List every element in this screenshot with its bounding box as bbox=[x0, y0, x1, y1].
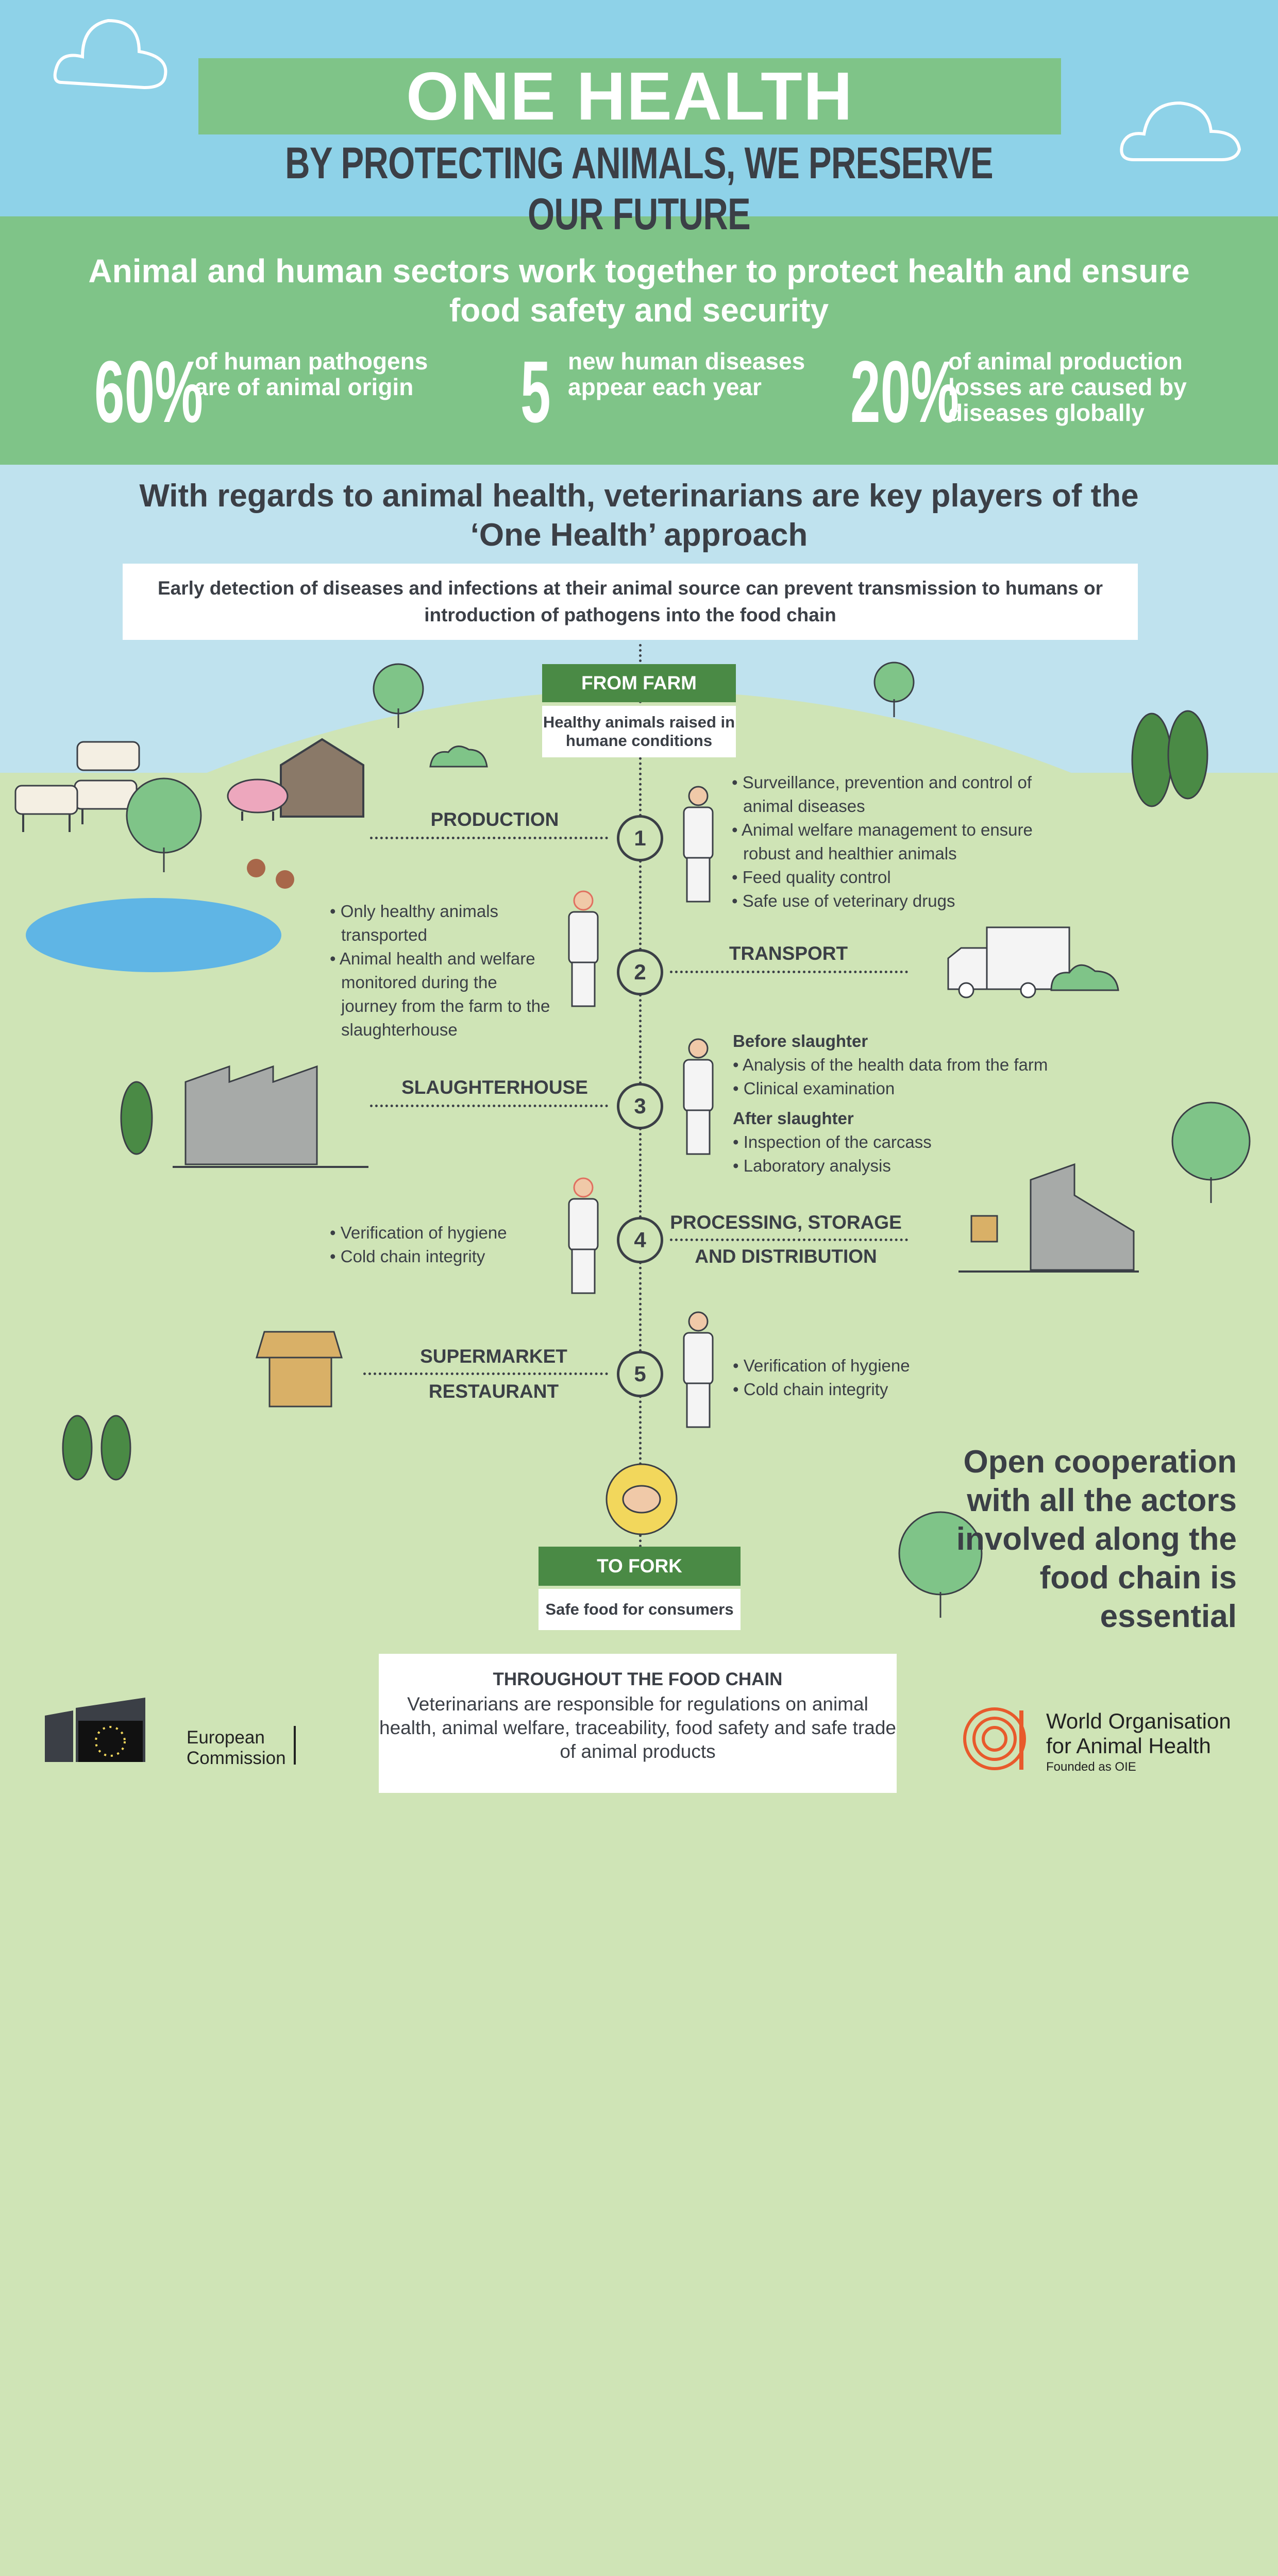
stat-text-diseases: new human diseases appear each year bbox=[568, 348, 805, 400]
step-1-label: PRODUCTION bbox=[430, 809, 559, 830]
veterinarian-icon bbox=[563, 890, 604, 1009]
pig-icon bbox=[224, 775, 296, 822]
step-connector bbox=[363, 1372, 608, 1375]
to-fork-label: TO FORK bbox=[539, 1547, 741, 1586]
oie-line-1: World Organisation bbox=[1046, 1709, 1231, 1733]
before-slaughter-title: Before slaughter bbox=[733, 1031, 868, 1050]
stat-text-losses: of animal production losses are caused by diseases globally bbox=[948, 348, 1187, 426]
step-connector bbox=[670, 971, 908, 973]
oie-founded-text: Founded as OIE bbox=[1046, 1760, 1136, 1774]
step-2-bullets bbox=[330, 900, 551, 1042]
step-5-label-line2: RESTAURANT bbox=[428, 1381, 559, 1402]
early-detection-text: Early detection of diseases and infections at their animal source can prevent transmission to humans or introduction of pathogens into the food chain bbox=[157, 578, 1103, 625]
ec-name bbox=[187, 1727, 286, 1769]
stat-value-pathogens: 60% bbox=[94, 343, 203, 441]
tree-icon bbox=[871, 660, 917, 717]
page-subtitle: BY PROTECTING ANIMALS, WE PRESERVE OUR FUTURE bbox=[285, 139, 993, 239]
step-connector bbox=[370, 837, 608, 839]
bullet-item: • Animal health and welfare monitored during the journey from the farm to the slaughterhouse bbox=[330, 949, 550, 1039]
step-1-number: 1 bbox=[617, 815, 663, 861]
oie-logo bbox=[964, 1705, 1036, 1777]
cow-icon bbox=[10, 778, 93, 835]
cloud-icon bbox=[1118, 82, 1242, 165]
tree-icon bbox=[1170, 1100, 1257, 1203]
after-slaughter-title: After slaughter bbox=[733, 1109, 854, 1128]
stat-value-diseases: 5 bbox=[520, 343, 551, 441]
step-4-bullets bbox=[330, 1221, 551, 1268]
shop-icon bbox=[246, 1327, 349, 1412]
bullet-item: • Cold chain integrity bbox=[733, 1380, 888, 1399]
veterinarian-icon bbox=[678, 1311, 719, 1430]
slaughterhouse-icon bbox=[111, 1061, 374, 1180]
step-5-bullets bbox=[733, 1354, 990, 1401]
ec-line-2: Commission bbox=[187, 1748, 286, 1768]
veterinarian-icon bbox=[563, 1177, 604, 1296]
throughout-title: THROUGHOUT THE FOOD CHAIN bbox=[493, 1669, 783, 1689]
bullet-item: • Inspection of the carcass bbox=[733, 1132, 932, 1151]
veterinarian-icon bbox=[678, 1038, 719, 1157]
bullet-item: • Clinical examination bbox=[733, 1079, 895, 1098]
step-4-label-line2: AND DISTRIBUTION bbox=[695, 1246, 877, 1267]
to-fork-caption: Safe food for consumers bbox=[539, 1589, 741, 1630]
from-farm-label: FROM FARM bbox=[542, 664, 736, 702]
step-3-number: 3 bbox=[617, 1083, 663, 1129]
bullet-item: • Cold chain integrity bbox=[330, 1247, 485, 1266]
bullet-item: • Surveillance, prevention and control of animal diseases bbox=[732, 773, 1032, 816]
plate-icon bbox=[593, 1461, 691, 1538]
step-4-label-line1: PROCESSING, STORAGE bbox=[670, 1212, 902, 1233]
vets-heading: With regards to animal health, veterinarians are key players of the ‘One Health’ approach bbox=[139, 478, 1139, 553]
pond-icon bbox=[25, 896, 282, 974]
step-connector bbox=[370, 1105, 608, 1107]
warehouse-icon bbox=[956, 1159, 1141, 1275]
cooperation-text: Open cooperation with all the actors involved along the food chain is essential bbox=[956, 1444, 1237, 1634]
truck-icon bbox=[946, 927, 1121, 999]
tree-icon bbox=[368, 662, 430, 729]
step-2-label: TRANSPORT bbox=[729, 943, 848, 964]
tall-trees-icon bbox=[1129, 711, 1211, 824]
tall-trees-icon bbox=[57, 1409, 144, 1502]
page-title: ONE HEALTH bbox=[406, 58, 854, 134]
stat-text-pathogens: of human pathogens are of animal origin bbox=[195, 348, 428, 400]
bullet-item: • Animal welfare management to ensure robust and healthier animals bbox=[732, 820, 1033, 863]
step-1-bullets bbox=[732, 771, 1041, 913]
stat-value-losses: 20% bbox=[850, 343, 959, 441]
step-5-number: 5 bbox=[617, 1351, 663, 1397]
cloud-icon bbox=[52, 0, 149, 103]
oie-line-2: for Animal Health bbox=[1046, 1734, 1211, 1758]
bullet-item: • Analysis of the health data from the farm bbox=[733, 1055, 1048, 1074]
bullet-item: • Safe use of veterinary drugs bbox=[732, 891, 955, 910]
veterinarian-icon bbox=[678, 786, 719, 904]
ec-line-1: European bbox=[187, 1727, 265, 1748]
step-4-number: 4 bbox=[617, 1217, 663, 1263]
oie-name bbox=[1046, 1709, 1231, 1758]
step-connector bbox=[670, 1239, 908, 1241]
step-5-label-line1: SUPERMARKET bbox=[420, 1346, 567, 1367]
bullet-item: • Verification of hygiene bbox=[330, 1223, 507, 1242]
from-farm-caption: Healthy animals raised in humane conditions bbox=[542, 706, 736, 757]
bullet-item: • Laboratory analysis bbox=[733, 1156, 891, 1175]
step-2-number: 2 bbox=[617, 949, 663, 995]
bullet-item: • Verification of hygiene bbox=[733, 1356, 910, 1375]
chicken-icon bbox=[245, 853, 301, 894]
bullet-item: • Feed quality control bbox=[732, 868, 891, 887]
bush-icon bbox=[428, 742, 490, 768]
throughout-text: Veterinarians are responsible for regulations on animal health, animal welfare, traceability, food safety and safe trade of animal products bbox=[379, 1693, 896, 1762]
tree-icon bbox=[123, 775, 205, 873]
step-3-label: SLAUGHTERHOUSE bbox=[401, 1077, 588, 1098]
step-3-bullets bbox=[733, 1029, 1094, 1178]
sectors-intro: Animal and human sectors work together to protect health and ensure food safety and security bbox=[88, 252, 1190, 329]
bullet-item: • Only healthy animals transported bbox=[330, 902, 499, 944]
